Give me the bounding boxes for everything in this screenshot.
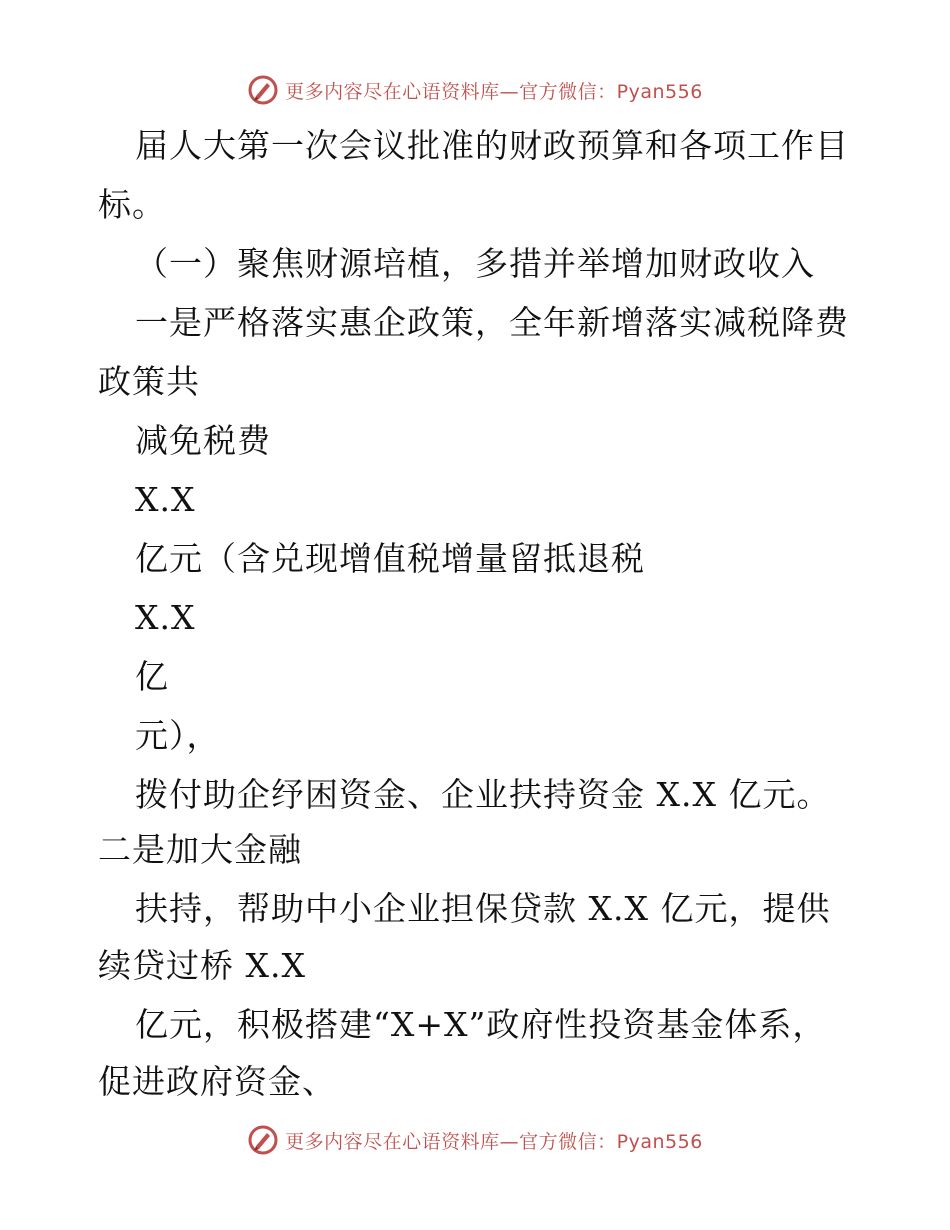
body-line: 亿元，积极搭建“X+X”政府性投资基金体系， [135, 1005, 827, 1044]
body-line: 一是严格落实惠企政策，全年新增落实减税降费 [135, 303, 849, 342]
body-line: 亿元（含兑现增值税增量留抵退税 [135, 539, 645, 578]
body-line: X.X [135, 480, 196, 519]
body-line: 减免税费 [135, 421, 271, 460]
header-banner [0, 70, 950, 110]
footer-banner [0, 1120, 950, 1160]
pen-logo-icon [247, 74, 279, 106]
body-line: 续贷过桥 X.X [98, 946, 306, 985]
body-line: 元）， [135, 716, 221, 755]
body-line: 届人大第一次会议批准的财政预算和各项工作目 [135, 126, 849, 165]
pen-logo-icon [247, 1124, 279, 1156]
body-line: X.X [135, 598, 196, 637]
body-line: 拨付助企纾困资金、企业扶持资金 X.X 亿元。 [135, 775, 831, 814]
section-heading: （一）聚焦财源培植，多措并举增加财政收入 [135, 244, 815, 283]
header-banner-text: 更多内容尽在心语资料库—官方微信：Pyan556 [285, 80, 703, 103]
footer-banner-text: 更多内容尽在心语资料库—官方微信：Pyan556 [285, 1130, 703, 1153]
body-line: 政策共 [98, 362, 200, 401]
body-line: 标。 [98, 185, 166, 224]
body-line: 亿 [135, 657, 169, 696]
body-line: 促进政府资金、 [98, 1062, 336, 1101]
body-line: 扶持，帮助中小企业担保贷款 X.X 亿元，提供 [135, 889, 831, 928]
body-line: 二是加大金融 [98, 830, 302, 869]
